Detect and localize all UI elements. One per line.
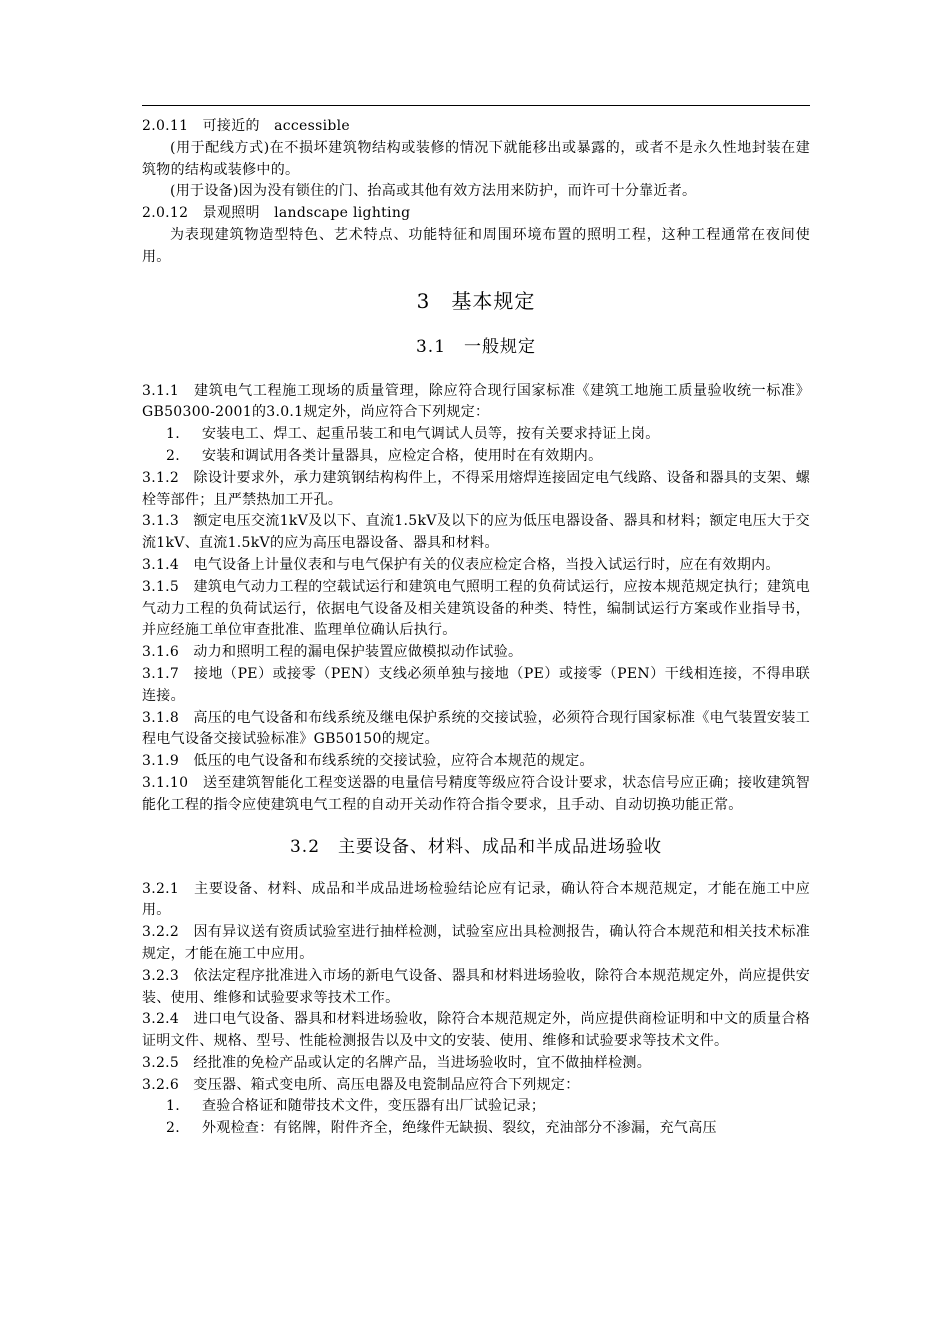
item-number: 2. bbox=[166, 447, 180, 464]
clause-3-1-9: 3.1.9 低压的电气设备和布线系统的交接试验，应符合本规范的规定。 bbox=[142, 753, 594, 770]
def-2-0-11-title: 2.0.11 可接近的 accessible bbox=[142, 118, 351, 134]
clause-3-2-5: 3.2.5 经批准的免检产品或认定的名牌产品，当进场验收时，宜不做抽样检测。 bbox=[142, 1054, 652, 1071]
clause-3-2-6: 3.2.6 变压器、箱式变电所、高压电器及电瓷制品应符合下列规定： bbox=[142, 1076, 580, 1093]
clause-3-1-6: 3.1.6 动力和照明工程的漏电保护装置应做模拟动作试验。 bbox=[142, 644, 523, 661]
item-number: 2. bbox=[166, 1120, 180, 1137]
item-text: 外观检查：有铭牌，附件齐全，绝缘件无缺损、裂纹，充油部分不渗漏，充气高压 bbox=[202, 1120, 717, 1137]
clause-3-1-1: 3.1.1 建筑电气工程施工现场的质量管理，除应符合现行国家标准《建筑工地施工质量验收统一标准》GB50300-2001的3.0.1规定外，尚应符合下列规定： bbox=[142, 382, 810, 421]
clause-3-1-8: 3.1.8 高压的电气设备和布线系统及继电保护系统的交接试验，必须符合现行国家标准《电气装置安装工程电气设备交接试验标准》GB50150的规定。 bbox=[142, 709, 810, 748]
item-text: 安装电工、焊工、起重吊装工和电气调试人员等，按有关要求持证上岗。 bbox=[202, 426, 660, 443]
item-number: 1. bbox=[166, 1098, 180, 1115]
clause-3-1-5: 3.1.5 建筑电气动力工程的空载试运行和建筑电气照明工程的负荷试运行，应按本规范规定执行；建筑电气动力工程的负荷试运行，依据电气设备及相关建筑设备的种类、特性，编制试运行方案或作业指导书，并应经施工单位审查批准、监理单位确认后执行。 bbox=[142, 578, 810, 639]
clause-3-1-10: 3.1.10 送至建筑智能化工程变送器的电量信号精度等级应符合设计要求，状态信号应正确；接收建筑智能化工程的指令应使建筑电气工程的自动开关动作符合指令要求，且手动、自动切换功能正常。 bbox=[142, 774, 810, 813]
header-rule bbox=[142, 105, 810, 106]
item-text: 查验合格证和随带技术文件，变压器有出厂试验记录； bbox=[202, 1098, 546, 1115]
def-2-0-11-para-2: (用于设备)因为没有锁住的门、抬高或其他有效方法用来防护，而许可十分靠近者。 bbox=[170, 183, 697, 200]
clause-3-2-2: 3.2.2 因有异议送有资质试验室进行抽样检测，试验室应出具检测报告，确认符合本规范和相关技术标准规定，才能在施工中应用。 bbox=[142, 924, 810, 962]
def-2-0-12-para-1: 为表现建筑物造型特色、艺术特点、功能特征和周围环境布置的照明工程，这种工程通常在夜间使用。 bbox=[142, 226, 810, 265]
clause-3-2-6-item bbox=[142, 1096, 810, 1118]
clause-3-1-3: 3.1.3 额定电压交流1kV及以下、直流1.5kV及以下的应为低压电器设备、器具和材料；额定电压大于交流1kV、直流1.5kV的应为高压电器设备、器具和材料。 bbox=[142, 513, 810, 552]
item-number: 1. bbox=[166, 426, 180, 443]
item-text: 安装和调试用各类计量器具，应检定合格，使用时在有效期内。 bbox=[202, 447, 603, 464]
clause-3-2-1: 3.2.1 主要设备、材料、成品和半成品进场检验结论应有记录，确认符合本规范规定，才能在施工中应用。 bbox=[142, 880, 810, 919]
clause-3-1-1-item bbox=[142, 424, 810, 446]
section-3-2-title: 3.2 主要设备、材料、成品和半成品进场验收 bbox=[289, 836, 663, 857]
section-3-1-title: 3.1 一般规定 bbox=[415, 336, 537, 357]
clause-3-1-1-item bbox=[142, 446, 810, 468]
clause-3-1-4: 3.1.4 电气设备上计量仪表和与电气保护有关的仪表应检定合格，当投入试运行时，应在有效期内。 bbox=[142, 556, 780, 573]
def-2-0-11-para-1: (用于配线方式)在不损坏建筑物结构或装修的情况下就能移出或暴露的，或者不是永久性地封装在建筑物的结构或装修中的。 bbox=[142, 139, 810, 178]
clause-3-2-6-item bbox=[142, 1118, 810, 1140]
clause-3-2-4: 3.2.4 进口电气设备、器具和材料进场验收，除符合本规范规定外，尚应提供商检证明和中文的质量合格证明文件、规格、型号、性能检测报告以及中文的安装、使用、维修和试验要求等技术文件。 bbox=[142, 1011, 810, 1050]
clause-3-1-7: 3.1.7 接地（PE）或接零（PEN）支线必须单独与接地（PE）或接零（PEN）干线相连接，不得串联连接。 bbox=[142, 665, 810, 704]
chapter-3-title: 3 基本规定 bbox=[416, 288, 536, 313]
document-body bbox=[142, 116, 810, 1140]
clause-3-1-2: 3.1.2 除设计要求外，承力建筑钢结构构件上，不得采用熔焊连接固定电气线路、设备和器具的支架、螺栓等部件；且严禁热加工开孔。 bbox=[142, 469, 810, 508]
clause-3-2-3: 3.2.3 依法定程序批准进入市场的新电气设备、器具和材料进场验收，除符合本规范规定外，尚应提供安装、使用、维修和试验要求等技术工作。 bbox=[142, 967, 810, 1006]
def-2-0-12-title: 2.0.12 景观照明 landscape lighting bbox=[142, 205, 411, 222]
